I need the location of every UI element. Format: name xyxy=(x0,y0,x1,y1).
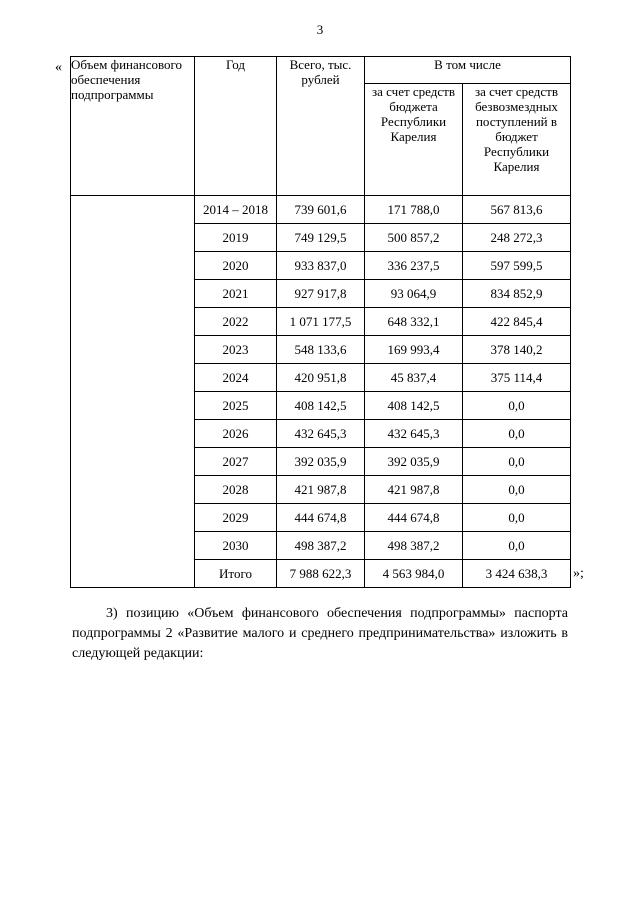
financing-table xyxy=(70,56,571,588)
cell-budget: 392 035,9 xyxy=(365,448,463,476)
body-paragraph: 3) позицию «Объем финансового обеспечения подпрограммы» паспорта подпрограммы 2 «Развитие малого и среднего предпринимательства» изложить в следующей редакции: xyxy=(72,606,568,661)
table-row xyxy=(71,448,571,476)
table-row xyxy=(71,392,571,420)
cell-total: 927 917,8 xyxy=(277,280,365,308)
label-column-cell xyxy=(71,560,195,588)
header-grants: за счет средств безвозмездных поступлений в бюджет Республики Карелия xyxy=(463,84,571,196)
table-row xyxy=(71,252,571,280)
cell-year: 2028 xyxy=(195,476,277,504)
cell-year: 2022 xyxy=(195,308,277,336)
table-row xyxy=(71,308,571,336)
cell-budget: 444 674,8 xyxy=(365,504,463,532)
cell-budget: 408 142,5 xyxy=(365,392,463,420)
cell-grants: 597 599,5 xyxy=(463,252,571,280)
cell-grants: 0,0 xyxy=(463,504,571,532)
table-row xyxy=(71,560,571,588)
cell-budget: 4 563 984,0 xyxy=(365,560,463,588)
label-column-cell xyxy=(71,476,195,504)
cell-grants: 0,0 xyxy=(463,448,571,476)
table-row xyxy=(71,280,571,308)
cell-budget: 432 645,3 xyxy=(365,420,463,448)
cell-year: 2027 xyxy=(195,448,277,476)
label-column-cell xyxy=(71,392,195,420)
cell-year: 2019 xyxy=(195,224,277,252)
cell-grants: 422 845,4 xyxy=(463,308,571,336)
label-column-cell xyxy=(71,196,195,224)
opening-quote: « xyxy=(55,60,62,75)
cell-year: 2025 xyxy=(195,392,277,420)
label-column-cell xyxy=(71,336,195,364)
cell-year: 2021 xyxy=(195,280,277,308)
header-including: В том числе xyxy=(365,57,571,84)
cell-year: 2026 xyxy=(195,420,277,448)
header-total: Всего, тыс. рублей xyxy=(277,57,365,196)
page-number: 3 xyxy=(316,22,324,37)
cell-total: 749 129,5 xyxy=(277,224,365,252)
label-column-cell xyxy=(71,224,195,252)
cell-total: 421 987,8 xyxy=(277,476,365,504)
label-column-cell xyxy=(71,532,195,560)
cell-grants: 567 813,6 xyxy=(463,196,571,224)
cell-budget: 171 788,0 xyxy=(365,196,463,224)
cell-year: 2029 xyxy=(195,504,277,532)
cell-grants: 3 424 638,3 xyxy=(463,560,571,588)
label-column-cell xyxy=(71,252,195,280)
cell-year: 2030 xyxy=(195,532,277,560)
cell-total: 739 601,6 xyxy=(277,196,365,224)
cell-total: 548 133,6 xyxy=(277,336,365,364)
table-row xyxy=(71,420,571,448)
cell-year: 2020 xyxy=(195,252,277,280)
table-row xyxy=(71,336,571,364)
cell-grants: 375 114,4 xyxy=(463,364,571,392)
cell-budget: 93 064,9 xyxy=(365,280,463,308)
cell-total: 420 951,8 xyxy=(277,364,365,392)
cell-grants: 0,0 xyxy=(463,392,571,420)
header-budget: за счет средств бюджета Республики Карелия xyxy=(365,84,463,196)
cell-total: 392 035,9 xyxy=(277,448,365,476)
cell-grants: 378 140,2 xyxy=(463,336,571,364)
cell-year: 2014 – 2018 xyxy=(195,196,277,224)
table-row xyxy=(71,196,571,224)
table-row xyxy=(71,224,571,252)
cell-year: 2024 xyxy=(195,364,277,392)
cell-total: 1 071 177,5 xyxy=(277,308,365,336)
cell-grants: 248 272,3 xyxy=(463,224,571,252)
cell-budget: 498 387,2 xyxy=(365,532,463,560)
cell-budget: 648 332,1 xyxy=(365,308,463,336)
label-column-cell xyxy=(71,420,195,448)
label-column-cell xyxy=(71,448,195,476)
label-column-cell xyxy=(71,308,195,336)
label-column-cell xyxy=(71,364,195,392)
table-row xyxy=(71,476,571,504)
closing-quote: »; xyxy=(573,566,584,581)
row-label-cell xyxy=(71,57,195,196)
row-label: Объем финансового обеспечения подпрограммы xyxy=(71,57,183,102)
table-row xyxy=(71,532,571,560)
cell-grants: 834 852,9 xyxy=(463,280,571,308)
cell-total: 444 674,8 xyxy=(277,504,365,532)
cell-budget: 336 237,5 xyxy=(365,252,463,280)
cell-total: 498 387,2 xyxy=(277,532,365,560)
cell-budget: 169 993,4 xyxy=(365,336,463,364)
cell-year: Итого xyxy=(195,560,277,588)
cell-grants: 0,0 xyxy=(463,532,571,560)
label-column-cell xyxy=(71,280,195,308)
cell-grants: 0,0 xyxy=(463,420,571,448)
cell-total: 7 988 622,3 xyxy=(277,560,365,588)
cell-grants: 0,0 xyxy=(463,476,571,504)
cell-budget: 45 837,4 xyxy=(365,364,463,392)
cell-budget: 500 857,2 xyxy=(365,224,463,252)
cell-total: 408 142,5 xyxy=(277,392,365,420)
cell-total: 432 645,3 xyxy=(277,420,365,448)
cell-year: 2023 xyxy=(195,336,277,364)
header-year: Год xyxy=(195,57,277,196)
cell-budget: 421 987,8 xyxy=(365,476,463,504)
table-row xyxy=(71,364,571,392)
table-row xyxy=(71,504,571,532)
cell-total: 933 837,0 xyxy=(277,252,365,280)
label-column-cell xyxy=(71,504,195,532)
